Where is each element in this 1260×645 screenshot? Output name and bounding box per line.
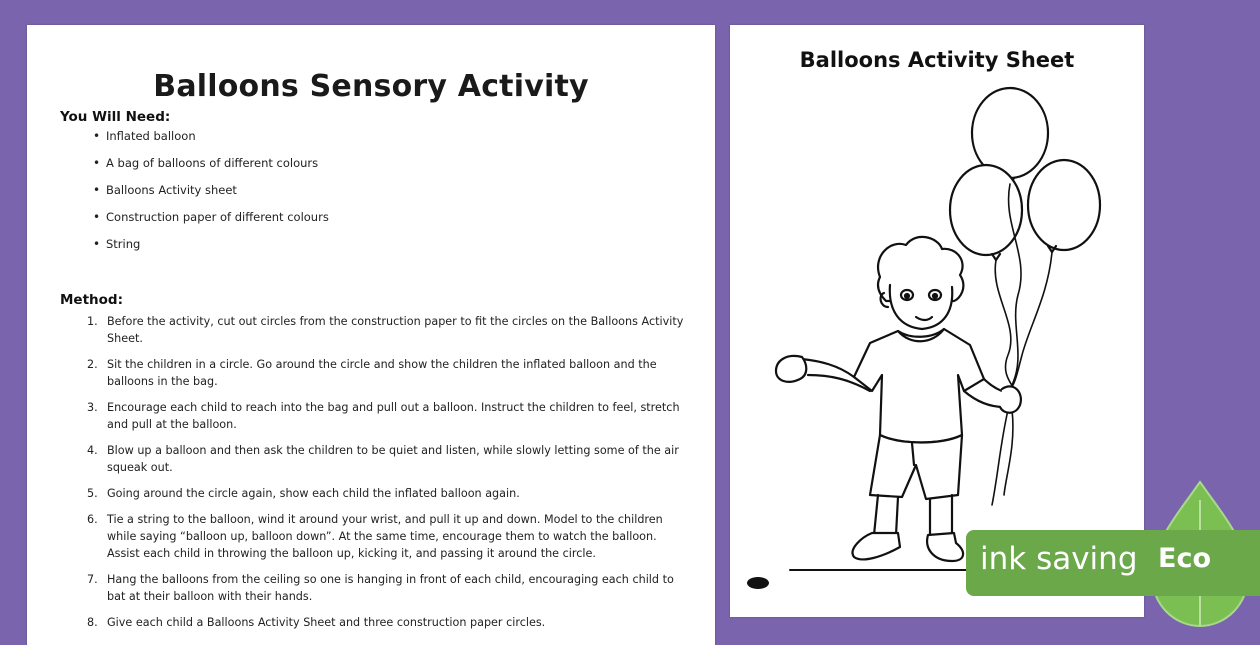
boy-hand <box>1000 386 1021 412</box>
step-text: Blow up a balloon and then ask the children to be quiet and listen, while slowly letting some of the air squeak out. <box>107 444 679 474</box>
step-number: 2. <box>87 358 98 371</box>
list-item: • Inflated balloon <box>93 129 329 156</box>
boy-shoe-left <box>853 533 900 559</box>
boy-leg-right <box>930 495 952 537</box>
boy-fist <box>776 356 806 382</box>
method-step <box>77 485 689 502</box>
list-item: • Construction paper of different colours <box>93 210 329 237</box>
boy-leg-left <box>874 495 898 535</box>
boy-shoe-right <box>927 533 963 561</box>
step-text: Encourage each child to reach into the bag and pull out a balloon. Instruct the children to feel, stretch and pull at the balloon. <box>107 401 680 431</box>
step-text: Before the activity, cut out circles from the construction paper to fit the circles on the Balloons Activity Sheet. <box>107 315 684 345</box>
step-number: 5. <box>87 487 98 500</box>
you-will-need-heading: You Will Need: <box>60 109 171 125</box>
step-text: Going around the circle again, show each child the inflated balloon again. <box>107 487 520 500</box>
list-item: • Balloons Activity sheet <box>93 183 329 210</box>
list-item: • String <box>93 237 329 264</box>
method-step <box>77 571 689 605</box>
boy-face <box>890 285 952 329</box>
boy-shorts <box>870 435 962 499</box>
publisher-logo <box>747 577 769 589</box>
ink-saving-label: ink saving <box>980 541 1138 577</box>
materials-list <box>93 129 329 264</box>
boy-with-balloons-illustration <box>730 25 1144 617</box>
balloon-string <box>995 260 1012 387</box>
step-number: 6. <box>87 513 98 526</box>
step-text: Hang the balloons from the ceiling so one is hanging in front of each child, encouraging each child to bat at their balloon with their hands. <box>107 573 674 603</box>
method-step <box>77 356 689 390</box>
step-number: 1. <box>87 315 98 328</box>
method-step <box>77 442 689 476</box>
step-number: 7. <box>87 573 98 586</box>
method-step <box>77 313 689 347</box>
balloon-string-tail <box>992 410 1013 505</box>
step-text: Give each child a Balloons Activity Sheet and three construction paper circles. <box>107 616 546 629</box>
list-item: • A bag of balloons of different colours <box>93 156 329 183</box>
step-text: Sit the children in a circle. Go around the circle and show the children the inflated balloon and the balloons in the bag. <box>107 358 657 388</box>
method-heading: Method: <box>60 292 123 308</box>
step-text: Tie a string to the balloon, wind it around your wrist, and pull it up and down. Model to the children while saying “balloon up, balloon down”. At the same time, encourage them to watch the balloon. Assist each child in throwing the balloon up, kicking it, and passing it around the circle. <box>107 513 663 560</box>
step-number: 8. <box>87 616 98 629</box>
ink-saving-badge <box>966 530 1260 596</box>
method-step <box>77 614 689 631</box>
balloon-left <box>950 165 1022 255</box>
method-step <box>77 399 689 433</box>
method-step <box>77 511 689 562</box>
method-steps-list <box>77 313 689 640</box>
activity-instructions-sheet <box>27 25 715 645</box>
eco-label: Eco <box>1158 543 1211 574</box>
sheet-title: Balloons Sensory Activity <box>153 69 589 104</box>
boy-shirt <box>854 329 984 443</box>
step-number: 4. <box>87 444 98 457</box>
balloon-right <box>1028 160 1100 250</box>
step-number: 3. <box>87 401 98 414</box>
activity-coloring-sheet <box>730 25 1144 617</box>
sheet-title: Balloons Activity Sheet <box>799 48 1075 72</box>
